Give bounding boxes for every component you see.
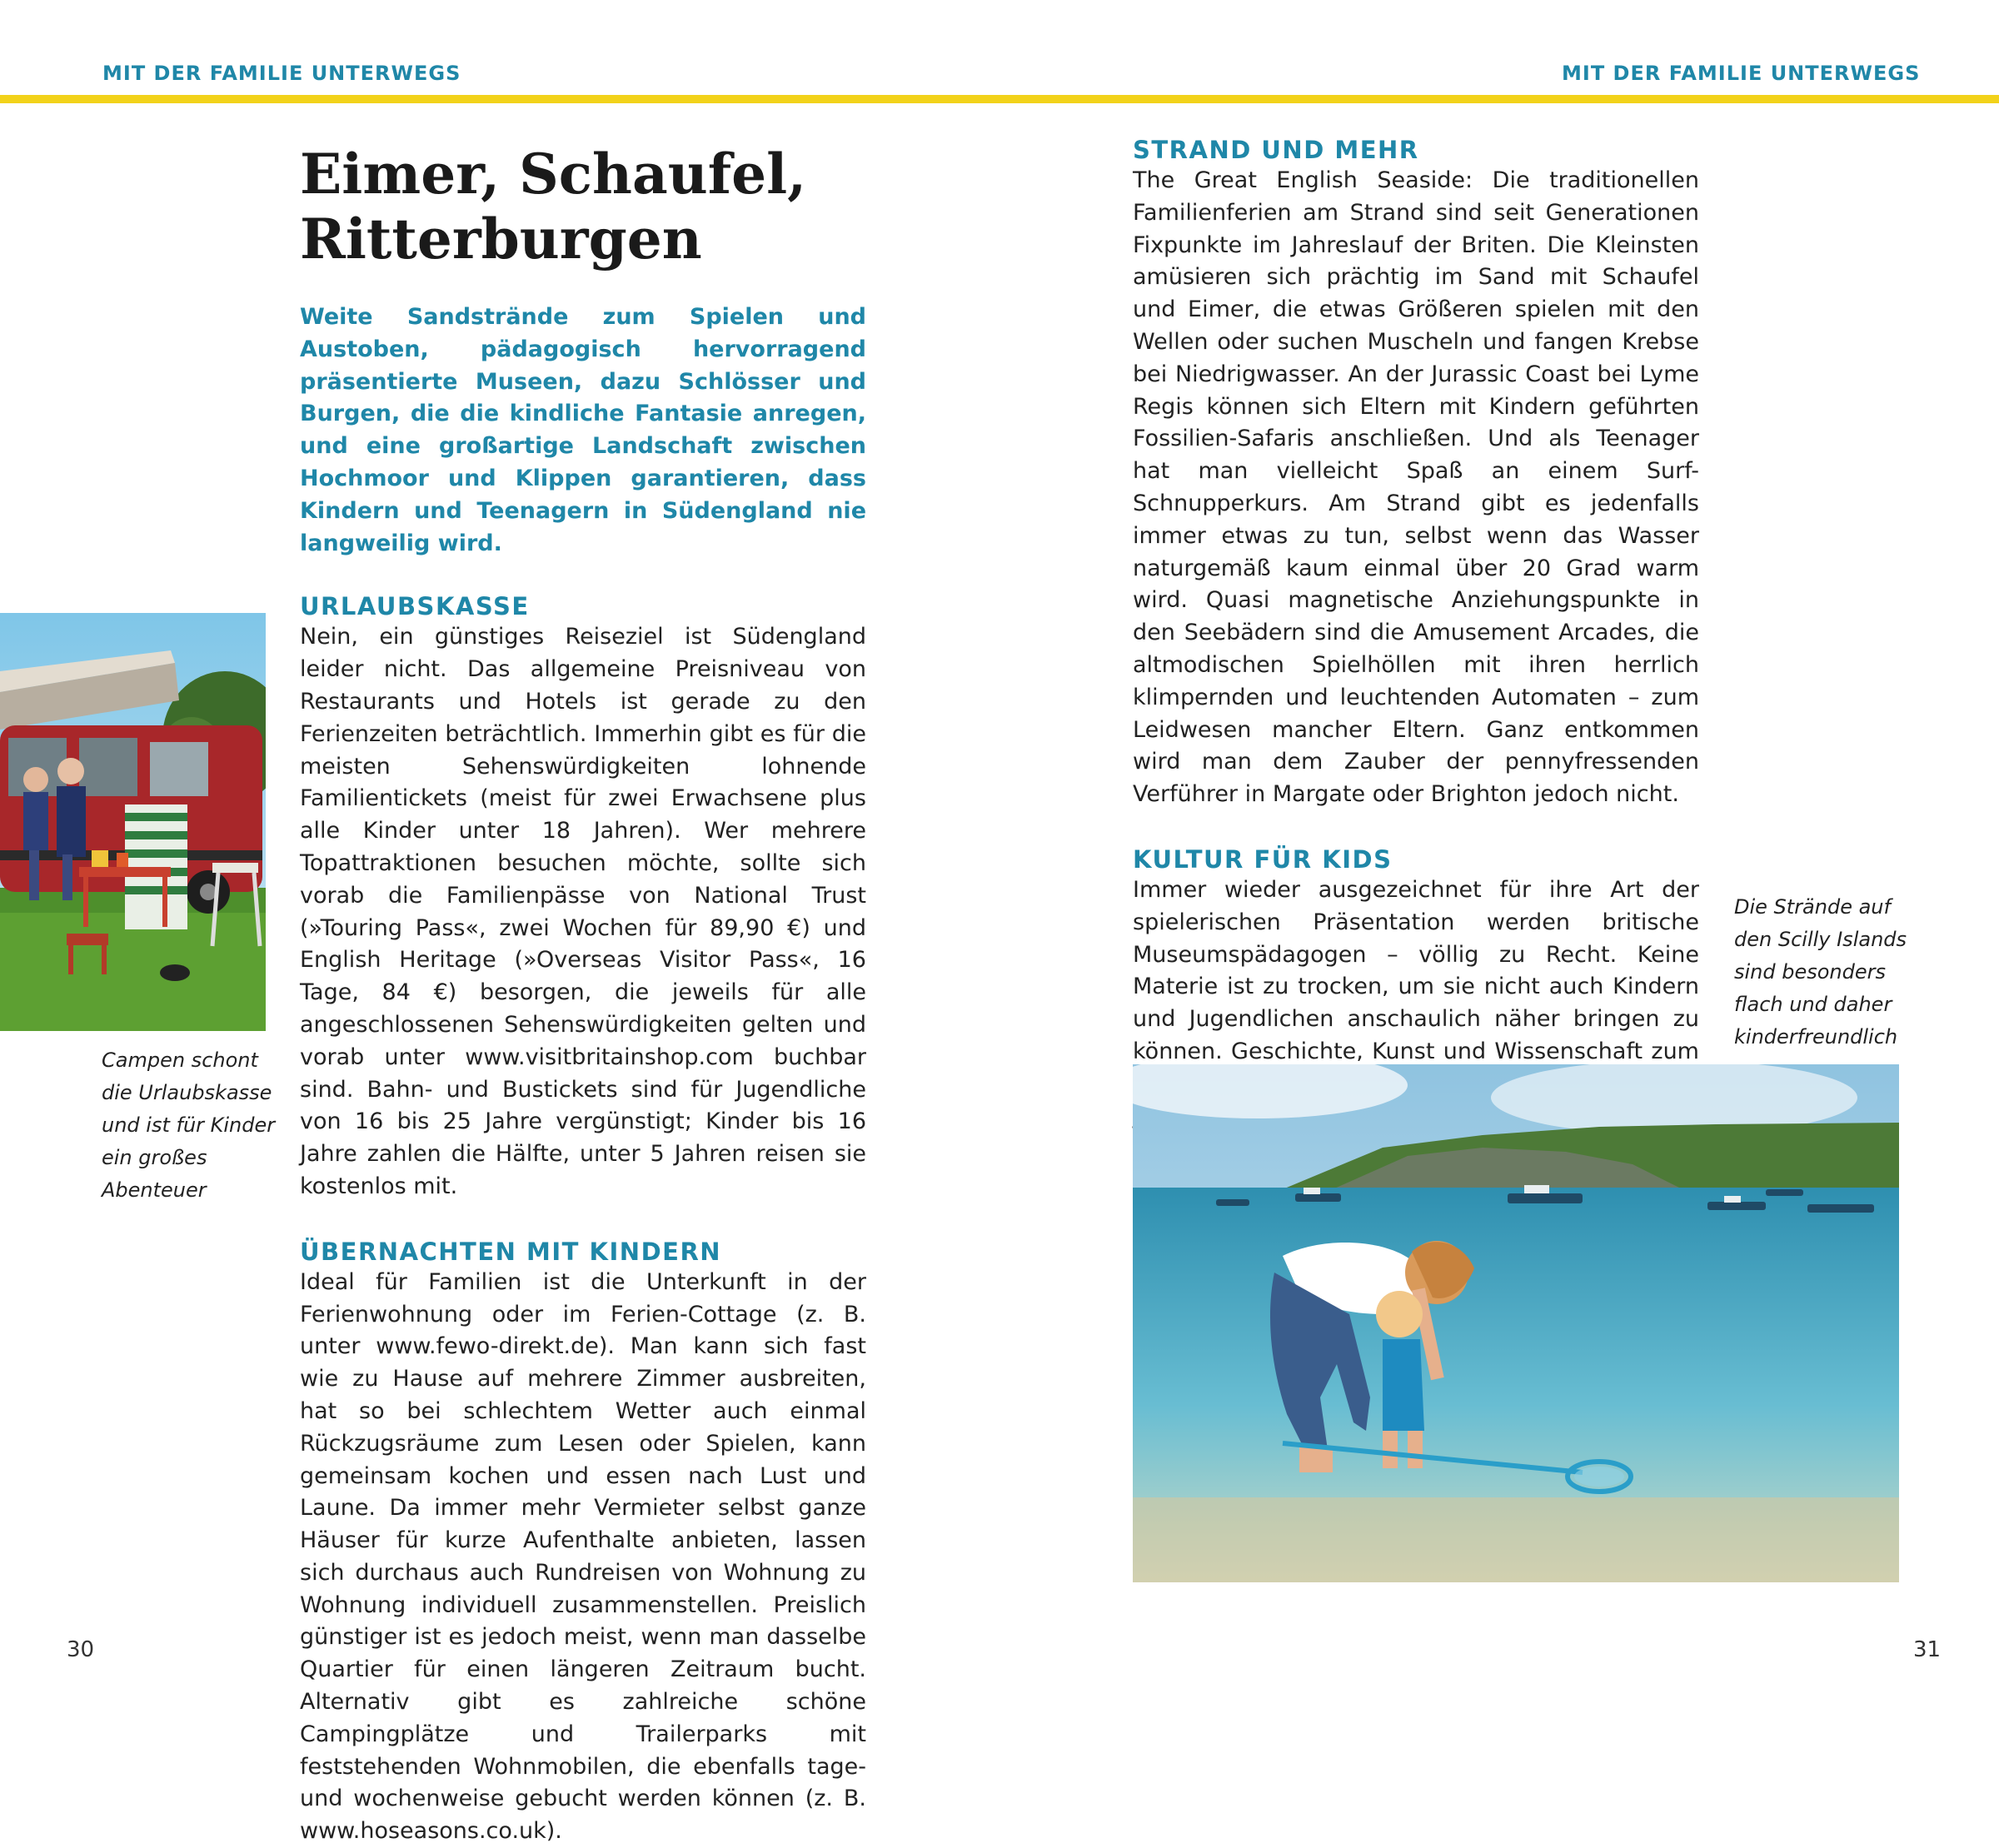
running-head-right: MIT DER FAMILIE UNTERWEGS: [1562, 62, 1921, 85]
text-uebernachten: Ideal für Familien ist die Unterkunft in der Ferienwohnung oder im Ferien-Cottage (z. B. unter www.fewo-direkt.de). Man kann sich fast wie zu Hause auf mehrere Zimmer ausbreiten, hat so bei schlechtem Wetter auch einmal Rückzugsräume zum Lesen oder Spielen, kann gemeinsam kochen und essen nach Lust und Laune. Da immer mehr Vermieter selbst ganze Häuser für kurze Aufenthalte anbieten, lassen sich durchaus auch Rundreisen von Wohnung zu Wohnung individuell zusammenstellen. Preislich günstiger ist es jedoch meist, wenn man dasselbe Quartier für einen längeren Zeitraum bucht. Alternativ gibt es zahlreiche schöne Campingplätze und Trailerparks mit feststehenden Wohnmobilen, die ebenfalls tage- und wochenweise gebucht werden können (z. B. www.hoseasons.co.uk).: [300, 1268, 866, 1845]
camper-photo: [0, 613, 266, 1031]
header-rule: [0, 95, 1999, 103]
heading-strand: STRAND UND MEHR: [1133, 136, 1419, 164]
page-number-right: 31: [1913, 1637, 1942, 1662]
heading-kultur: KULTUR FÜR KIDS: [1133, 844, 1393, 874]
left-column: [300, 142, 866, 1848]
running-head-left: MIT DER FAMILIE UNTERWEGS: [102, 62, 461, 85]
beach-photo: [1133, 1064, 1899, 1582]
text-strand: The Great English Seaside: Die traditionellen Familienferien am Strand sind seit Generationen Fixpunkte im Jahreslauf der Briten. Die Kleinsten amüsieren sich prächtig im Sand mit Schaufel und Eimer, die etwas Größeren spielen mit den Wellen oder suchen Muscheln und fangen Krebse bei Niedrigwasser. An der Jurassic Coast bei Lyme Regis können sich Eltern mit Kindern geführten Fossilien-Safaris anschließen. Und als Teenager hat man vielleicht Spaß an einem Surf-Schnupperkurs. Am Strand gibt es jedenfalls immer etwas zu tun, selbst wenn das Wasser naturgemäß kaum einmal über 20 Grad warm wird. Quasi magnetische Anziehungspunkte in den Seebädern sind die Amusement Arcades, die altmodischen Spielhöllen mit ihren herrlich klimpernden und leuchtenden Automaten – zum Leidwesen mancher Eltern. Ganz entkommen wird man dem Zauber der pennyfressenden Verführer in Margate oder Brighton jedoch nicht.: [1133, 167, 1699, 808]
title-line-2: Ritterburgen: [300, 207, 702, 271]
title-line-1: Eimer, Schaufel,: [300, 142, 807, 207]
page-number-left: 30: [67, 1637, 95, 1662]
lead-paragraph: Weite Sandstrände zum Spielen und Austoben, pädagogisch hervorragend präsentierte Museen, dazu Schlösser und Burgen, die die kindliche Fantasie anregen, und eine großartige Landschaft zwischen Hochmoor und Klippen garantieren, dass Kindern und Teenagern in Südengland nie langweilig wird.: [300, 304, 866, 556]
caption-beach: Die Strände auf den Scilly Islands sind besonders flach und daher kinderfreundlich: [1734, 895, 1907, 1049]
text-kultur: Immer wieder ausgezeichnet für ihre Art der spielerischen Präsentation werden britische Museumspädagogen – völlig zu Recht. Keine Materie ist zu trocken, um sie nicht auch Kindern und Jugendlichen anschaulich näher bringen zu können. Geschichte, Kunst und Wissenschaft zum: [1133, 876, 1699, 1064]
article-title: [300, 142, 866, 271]
right-column: [1133, 135, 1699, 1165]
text-urlaubskasse: Nein, ein günstiges Reiseziel ist Südengland leider nicht. Das allgemeine Preisniveau von Restaurants und Hotels ist gerade zu den Ferienzeiten beträchtlich. Immerhin gibt es für die meisten Sehenswürdigkeiten lohnende Familientickets (meist für zwei Erwachsene plus alle Kinder unter 18 Jahren). Wer mehrere Topattraktionen besuchen möchte, sollte sich vorab die Familienpässe von National Trust (»Touring Pass«, zwei Wochen für 89,90 €) und English Heritage (»Overseas Visitor Pass«, 16 Tage, 84 €) besorgen, die jeweils für alle angeschlossenen Sehenswürdigkeiten gelten und vorab unter www.visitbritainshop.com buchbar sind. Bahn- und Bustickets sind für Jugendliche von 16 bis 25 Jahre vergünstigt; Kinder bis 16 Jahre zahlen die Hälfte, unter 5 Jahren reisen sie kostenlos mit.: [300, 624, 866, 1199]
caption-camper: Campen schont die Urlaubskasse und ist für Kinder ein großes Abenteuer: [102, 1049, 276, 1202]
heading-uebernachten: ÜBERNACHTEN MIT KINDERN: [300, 1237, 722, 1266]
heading-urlaubskasse: URLAUBSKASSE: [300, 592, 530, 621]
